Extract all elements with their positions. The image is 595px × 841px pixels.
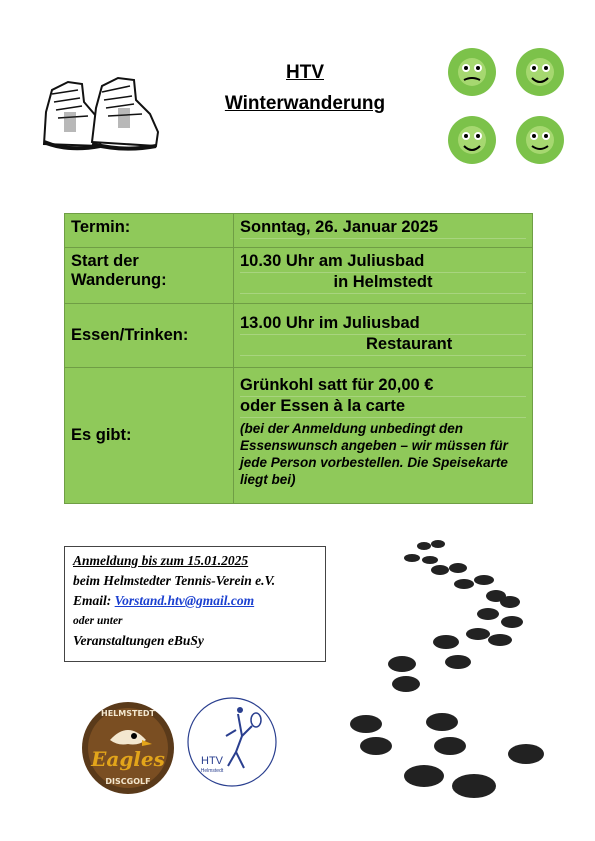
hiking-boots-image bbox=[38, 72, 166, 152]
registration-or: oder unter bbox=[73, 615, 123, 627]
registration-email-line bbox=[73, 591, 317, 611]
htv-logo-text: HTV bbox=[201, 755, 223, 767]
table-row bbox=[65, 368, 533, 504]
eagles-bottom-text: DISCGOLF bbox=[105, 777, 151, 786]
label-line: Start der bbox=[71, 252, 139, 270]
value-start bbox=[234, 248, 533, 304]
table-row bbox=[65, 248, 533, 304]
email-label: Email: bbox=[73, 593, 115, 608]
htv-logo bbox=[186, 696, 278, 788]
value-line: Grünkohl satt für 20,00 € bbox=[240, 376, 526, 397]
value-essen bbox=[234, 304, 533, 368]
label-line: Wanderung: bbox=[71, 271, 167, 289]
page-subtitle: Winterwanderung bbox=[224, 93, 386, 114]
registration-club: beim Helmstedter Tennis-Verein e.V. bbox=[73, 573, 276, 588]
email-link[interactable]: Vorstand.htv@gmail.com bbox=[114, 593, 255, 608]
label-essen: Essen/Trinken: bbox=[65, 304, 234, 368]
page-title: HTV bbox=[286, 62, 324, 83]
table-row bbox=[65, 214, 533, 248]
value-line: 10.30 Uhr am Juliusbad bbox=[240, 252, 526, 273]
htv-logo-subtext: Helmstedt bbox=[200, 768, 224, 774]
value-line: 13.00 Uhr im Juliusbad bbox=[240, 314, 526, 335]
value-line: Restaurant bbox=[240, 335, 526, 356]
value-line: Sonntag, 26. Januar 2025 bbox=[240, 218, 526, 239]
cabbage-characters-image bbox=[440, 40, 572, 172]
footprints-image bbox=[346, 538, 546, 808]
registration-box bbox=[64, 546, 326, 662]
table-row bbox=[65, 304, 533, 368]
label-start bbox=[65, 248, 234, 304]
eagles-discgolf-logo bbox=[80, 700, 176, 796]
value-line: in Helmstedt bbox=[240, 273, 526, 294]
registration-deadline: Anmeldung bis zum 15.01.2025 bbox=[73, 553, 249, 568]
menu-note: (bei der Anmeldung unbedingt den Essenswunsch angeben – wir müssen für jede Person vorbestellen. Die Speisekarte liegt bei) bbox=[240, 421, 508, 487]
value-termin bbox=[234, 214, 533, 248]
label-es-gibt: Es gibt: bbox=[65, 368, 234, 504]
eagles-top-text: HELMSTEDT bbox=[101, 709, 155, 718]
label-termin: Termin: bbox=[65, 214, 234, 248]
value-es-gibt bbox=[234, 368, 533, 504]
value-line: oder Essen à la carte bbox=[240, 397, 526, 418]
registration-ebusy: Veranstaltungen eBuSy bbox=[73, 633, 204, 648]
event-info-table bbox=[64, 213, 533, 504]
eagles-main-text: Eagles bbox=[91, 747, 165, 771]
